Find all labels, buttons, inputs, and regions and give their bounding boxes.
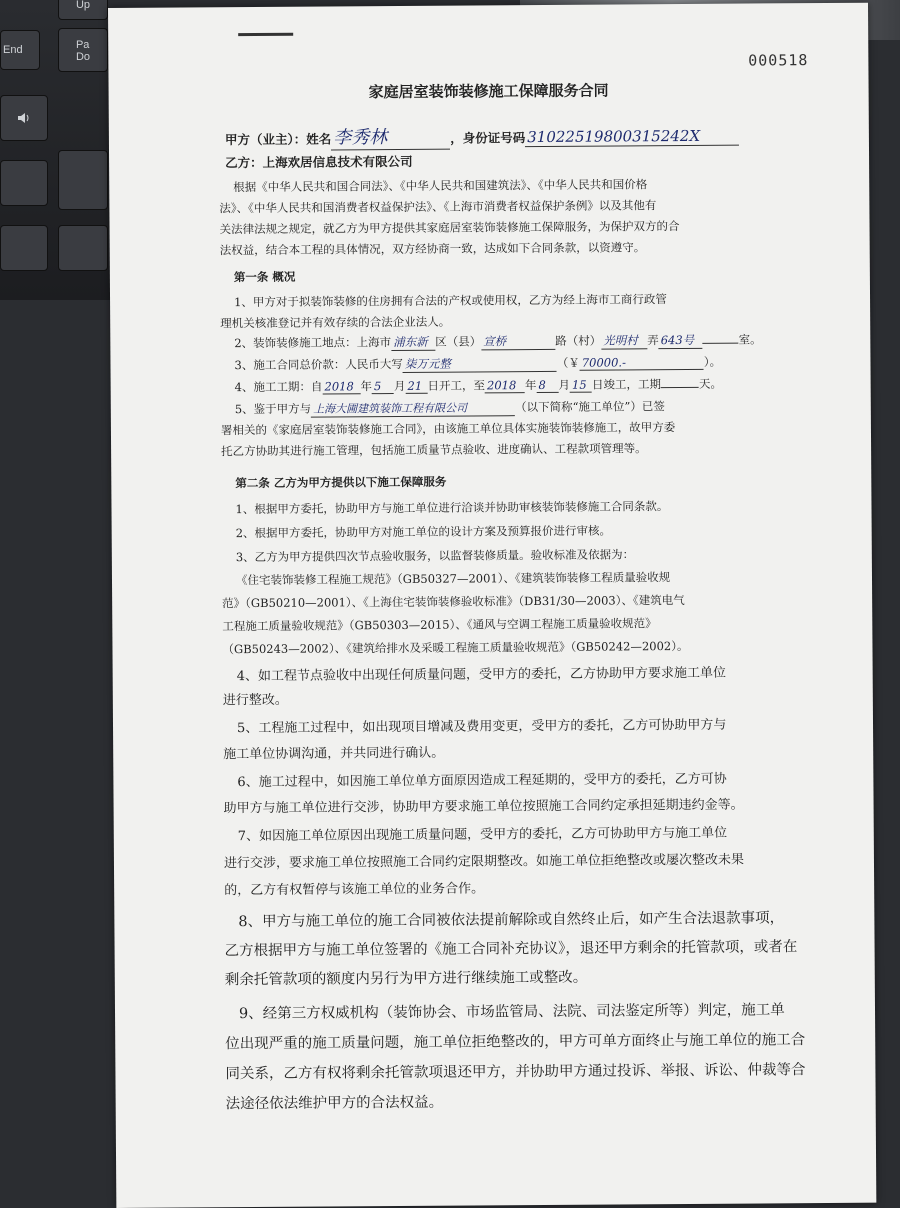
article2-line: 7、如因施工单位原因出现施工质量问题，受甲方的委托，乙方可协助甲方与施工单位 [237,825,728,845]
article2-line: 工程施工质量验收规范》（GB50303—2015）、《通风与空调工程施工质量验收规范》 [222,616,657,634]
article1-item3 [234,354,721,374]
preamble-line: 法》、《中华人民共和国消费者权益保护法》、《上海市消费者权益保护条例》以及其他有 [219,198,657,216]
item2-text: 弄 [647,333,659,348]
key-up [58,0,108,20]
item3-text: （￥ [556,355,580,370]
date-label: 年 [360,379,373,394]
preamble-line: 关法律法规之规定，就乙方为甲方提供其家庭居室装饰装修施工保障服务，为保护双方的合 [219,219,680,237]
article2-line: 剩余托管款项的额度内另行为甲方进行继续施工或整改。 [224,969,588,989]
article1-heading: 第一条 概况 [233,269,296,285]
contractor-name: 上海大圃建筑装饰工程有限公司 [311,399,515,417]
article2-line: 1、根据甲方委托，协助甲方与施工单位进行洽谈并协助审核装饰装修施工合同条款。 [235,499,669,517]
key-page-label: Pa Do [75,39,91,63]
article1-item2 [234,331,761,352]
item5-prefix: 5、鉴于甲方与 [234,401,312,417]
preamble-line: 根据《中华人民共和国合同法》、《中华人民共和国建筑法》、《中华人民共和国价格 [233,177,648,195]
article1-item1: 理机关核准登记并有效存续的合法企业法人。 [220,314,451,331]
party-a-label: 甲方（业主）：姓名 [224,131,332,148]
item2-suffix: 室。 [738,332,762,347]
article2-line: 进行交涉，要求施工单位按照施工合同约定限期整改。如施工单位拒绝整改或屡次整改未果 [223,852,745,872]
article2-line: 《住宅装饰装修工程施工规范》（GB50327—2001）、《建筑装饰装修工程质量验收规 [235,570,671,588]
article2-heading: 第二条 乙方为甲方提供以下施工保障服务 [235,474,447,491]
keyboard [0,0,110,300]
article2-line: 3、乙方为甲方提供四次节点验收服务，以监督装修质量。验收标准及依据为： [235,547,635,565]
item4-prefix: 4、施工工期：自 [234,379,323,395]
article2-line: （GB50243—2002）、《建筑给排水及采暖工程施工质量验收规范》（GB50242—2002）。 [222,638,689,657]
item3-suffix: ）。 [703,354,722,369]
article2-line: 5、工程施工过程中，如出现项目增减及费用变更，受甲方的委托，乙方可协助甲方与 [236,717,727,737]
date-label: 月 [393,378,406,394]
end-month: 8 [536,378,558,393]
item2-text: 区（县） [435,334,482,349]
document-title: 家庭居室装饰装修施工保障服务合同 [368,81,609,102]
district-value: 浦东新 [391,334,435,351]
item4-text: 日竣工，工期 [591,377,662,392]
item3-prefix: 3、施工合同总价款：人民币大写 [234,356,403,373]
article2-line: 助甲方与施工单位进行交涉，协助甲方要求施工单位按照施工合同约定承担延期违约金等。 [223,797,744,817]
key-blank [58,225,108,271]
document-number: 000518 [748,51,809,70]
preamble-line: 法权益，结合本工程的具体情况，双方经协商一致，达成如下合同条款，以资遵守。 [219,240,646,258]
key-end [0,30,40,70]
party-a-line [225,121,739,152]
article1-item5-line: 署相关的《家庭居室装饰装修施工合同》，由该施工单位具体实施装饰装修施工，故甲方委 [220,420,676,438]
party-a-id-number: 31022519800315242X [525,127,739,147]
speaker-icon [17,112,31,124]
room-value [703,343,739,344]
key-blank [58,150,108,210]
article1-item5-line: 托乙方协助其进行施工管理，包括施工质量节点验收、进度确认、工程款项管理等。 [221,441,647,459]
article2-line: 施工单位协调沟通，并共同进行确认。 [223,745,445,763]
amount-number: 70000.- [580,355,704,371]
contract-page [108,3,876,1208]
duration-value [661,387,699,388]
end-year: 2018 [485,378,525,393]
start-year: 2018 [322,379,360,394]
article2-line: 4、如工程节点验收中出现任何质量问题，受甲方的委托，乙方协助甲方要求施工单位 [236,665,726,685]
article2-line: 8、甲方与施工单位的施工合同被依法提前解除或自然终止后，如产生合法退款事项， [238,910,785,931]
road-value: 宣桥 [481,333,555,351]
article1-item1: 1、甲方对于拟装饰装修的住房拥有合法的产权或使用权，乙方为经上海市工商行政管 [234,292,667,310]
amount-words: 柒万元整 [403,355,557,373]
article2-line: 乙方根据甲方与施工单位签署的《施工合同补充协议》，退还甲方剩余的托管款项，或者在 [224,939,798,960]
item2-prefix: 2、装饰装修施工地点：上海市 [234,335,392,351]
article1-item4 [235,376,722,395]
village-value: 光明村 [601,332,647,349]
article2-line: 法途径依法维护甲方的合法权益。 [225,1094,444,1113]
end-day: 15 [570,378,592,393]
key-page [58,28,108,72]
key-end-label: End [3,44,23,56]
page-mark [238,33,293,36]
article2-line: 6、施工过程中，如因施工单位单方面原因造成工程延期的，受甲方的委托，乙方可协 [237,771,727,791]
key-blank [0,160,48,206]
lane-value: 643号 [659,332,703,349]
item4-text: 日开工，至 [427,378,486,393]
party-a-id-label: ，身份证号码 [450,130,526,146]
article2-line: 9、经第三方权威机构（装饰协会、市场监管局、法院、司法鉴定所等）判定，施工单 [238,1002,785,1023]
article2-line: 同关系，乙方有权将剩余托管款项退还甲方，并协助甲方通过投诉、举报、诉讼、仲裁等合 [225,1062,806,1083]
start-month: 5 [372,379,394,394]
article2-line: 2、根据甲方委托，协助甲方对施工单位的设计方案及预算报价进行审核。 [235,523,612,541]
key-up-label: Up [75,0,91,11]
article2-line: 范》（GB50210—2001）、《上海住宅装饰装修验收标准》（DB31/30—2003）、《建筑电气 [222,592,685,611]
article2-line: 的，乙方有权暂停与该施工单位的业务合作。 [224,881,485,899]
start-day: 21 [405,379,427,394]
article2-line: 进行整改。 [222,692,288,709]
key-volume [0,95,48,141]
date-label: 年 [524,378,537,393]
item5-suffix: （以下简称“施工单位”）已签 [515,399,665,415]
party-b-line: 乙方：上海欢居信息技术有限公司 [225,153,413,171]
key-blank [0,225,48,271]
item2-text: 路（村） [555,333,602,348]
article2-line: 位出现严重的施工质量问题，施工单位拒绝整改的，甲方可单方面终止与施工单位的施工合 [225,1032,806,1053]
date-label: 月 [558,377,571,392]
party-a-name: 李秀林 [331,123,450,151]
article1-item5 [235,398,665,418]
item4-suffix: 天。 [698,376,723,391]
